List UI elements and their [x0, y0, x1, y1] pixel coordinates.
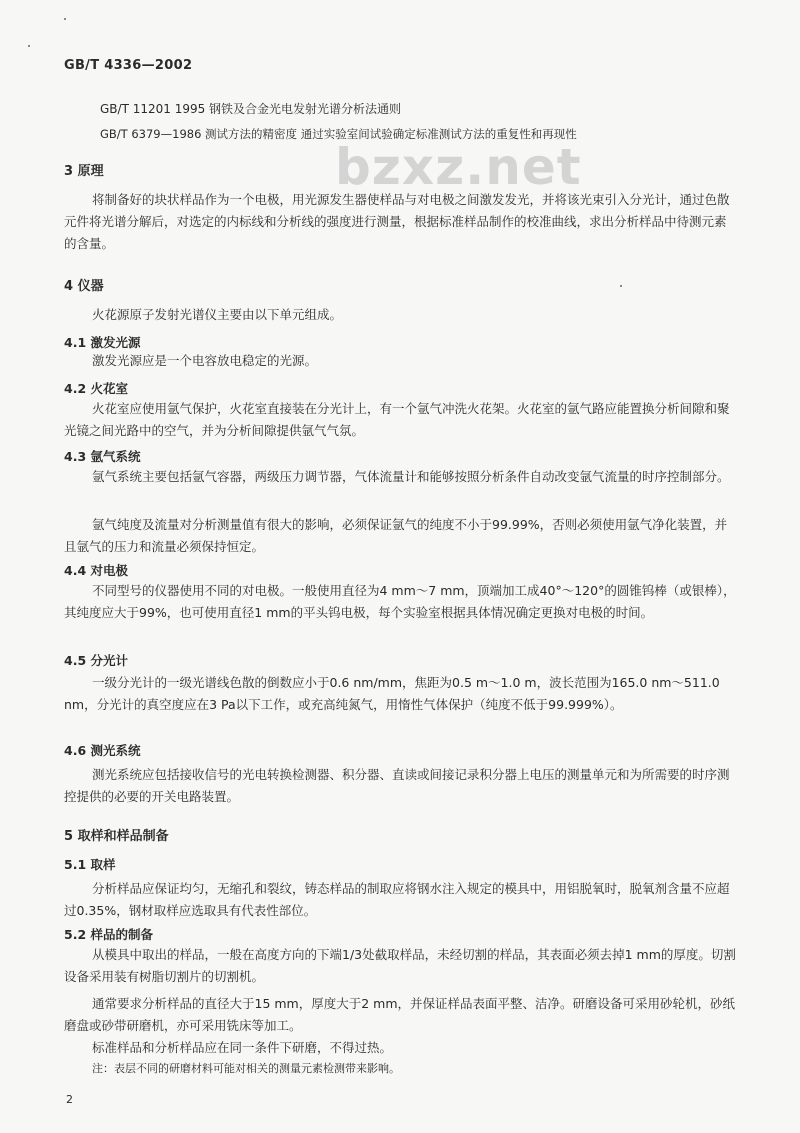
clause-5-2-text: 从模具中取出的样品，一般在高度方向的下端1/3处截取样品，未经切割的样品，其表面必须去掉1 mm的厚度。切割设备采用装有树脂切割片的切割机。 [64, 947, 736, 984]
clause-5-2-text-2: 通常要求分析样品的直径大于15 mm，厚度大于2 mm，并保证样品表面平整、洁净。研磨设备可采用砂轮机，砂纸磨盘或砂带研磨机，亦可采用铣床等加工。 [64, 996, 736, 1033]
standard-header: GB/T 4336—2002 [64, 58, 193, 73]
clause-5-2-title: 5.2 样品的制备 [64, 927, 153, 942]
clause-4-1-title: 4.1 激发光源 [64, 335, 141, 350]
speck [620, 285, 622, 287]
section-4-intro: 火花源原子发射光谱仪主要由以下单元组成。 [92, 307, 343, 322]
clause-4-3-text-2: 氩气纯度及流量对分析测量值有很大的影响，必须保证氩气的纯度不小于99.99%，否则必须使用氩气净化装置，并且氩气的压力和流量必须保持恒定。 [64, 517, 728, 554]
section-4-title: 4 仪器 [64, 279, 104, 294]
clause-4-3-title: 4.3 氩气系统 [64, 449, 141, 464]
clause-4-2-title: 4.2 火花室 [64, 381, 128, 396]
clause-4-2-text: 火花室应使用氩气保护，火花室直接装在分光计上，有一个氩气冲洗火花架。火花室的氩气路应能置换分析间隙和聚光镜之间光路中的空气，并为分析间隙提供氩气气氛。 [64, 401, 730, 438]
section-3-title: 3 原理 [64, 164, 104, 179]
section-5-title: 5 取样和样品制备 [64, 829, 169, 844]
clause-4-6-title: 4.6 测光系统 [64, 743, 141, 758]
reference-line-2: GB/T 6379—1986 测试方法的精密度 通过实验室间试验确定标准测试方法的重复性和再现性 [100, 127, 577, 141]
reference-line-1: GB/T 11201 1995 钢铁及合金光电发射光谱分析法通则 [100, 102, 402, 116]
clause-4-3-text: 氩气系统主要包括氩气容器，两级压力调节器，气体流量计和能够按照分析条件自动改变氩气流量的时序控制部分。 [92, 469, 730, 484]
clause-4-4-title: 4.4 对电极 [64, 563, 128, 578]
watermark: bzxz.net [335, 138, 582, 196]
page-number: 2 [66, 1093, 73, 1106]
speck [64, 18, 66, 20]
clause-4-1-text: 激发光源应是一个电容放电稳定的光源。 [92, 353, 318, 368]
clause-5-1-text: 分析样品应保证均匀，无缩孔和裂纹，铸态样品的制取应将钢水注入规定的模具中，用铝脱氧时，脱氧剂含量不应超过0.35%，钢材取样应选取具有代表性部位。 [64, 881, 730, 918]
clause-5-2-text-3: 标准样品和分析样品应在同一条件下研磨，不得过热。 [92, 1040, 393, 1055]
clause-4-6-text: 测光系统应包括接收信号的光电转换检测器、积分器、直读或间接记录积分器上电压的测量单元和为所需要的时序测控提供的必要的开关电路装置。 [64, 767, 730, 804]
clause-5-1-title: 5.1 取样 [64, 857, 116, 872]
clause-4-4-text: 不同型号的仪器使用不同的对电极。一般使用直径为4 mm～7 mm，顶端加工成40°～120°的圆锥钨棒（或银棒），其纯度应大于99%，也可使用直径1 mm的平头钨电极，每个实验室根据具体情况确定更换对电极的时间。 [64, 583, 736, 620]
speck [28, 45, 30, 47]
note: 注：表层不同的研磨材料可能对相关的测量元素检测带来影响。 [92, 1062, 400, 1075]
section-3-paragraph: 将制备好的块状样品作为一个电极，用光源发生器使样品与对电极之间激发发光，并将该光束引入分光计，通过色散元件将光谱分解后，对选定的内标线和分析线的强度进行测量，根据标准样品制作的校准曲线，求出分析样品中待测元素的含量。 [64, 192, 730, 251]
clause-4-5-title: 4.5 分光计 [64, 653, 128, 668]
clause-4-5-text: 一级分光计的一级光谱线色散的倒数应小于0.6 nm/mm，焦距为0.5 m～1.0 m，波长范围为165.0 nm～511.0 nm，分光计的真空度应在3 Pa以下工作，或充高纯氮气，用惰性气体保护（纯度不低于99.999%）。 [64, 675, 720, 712]
